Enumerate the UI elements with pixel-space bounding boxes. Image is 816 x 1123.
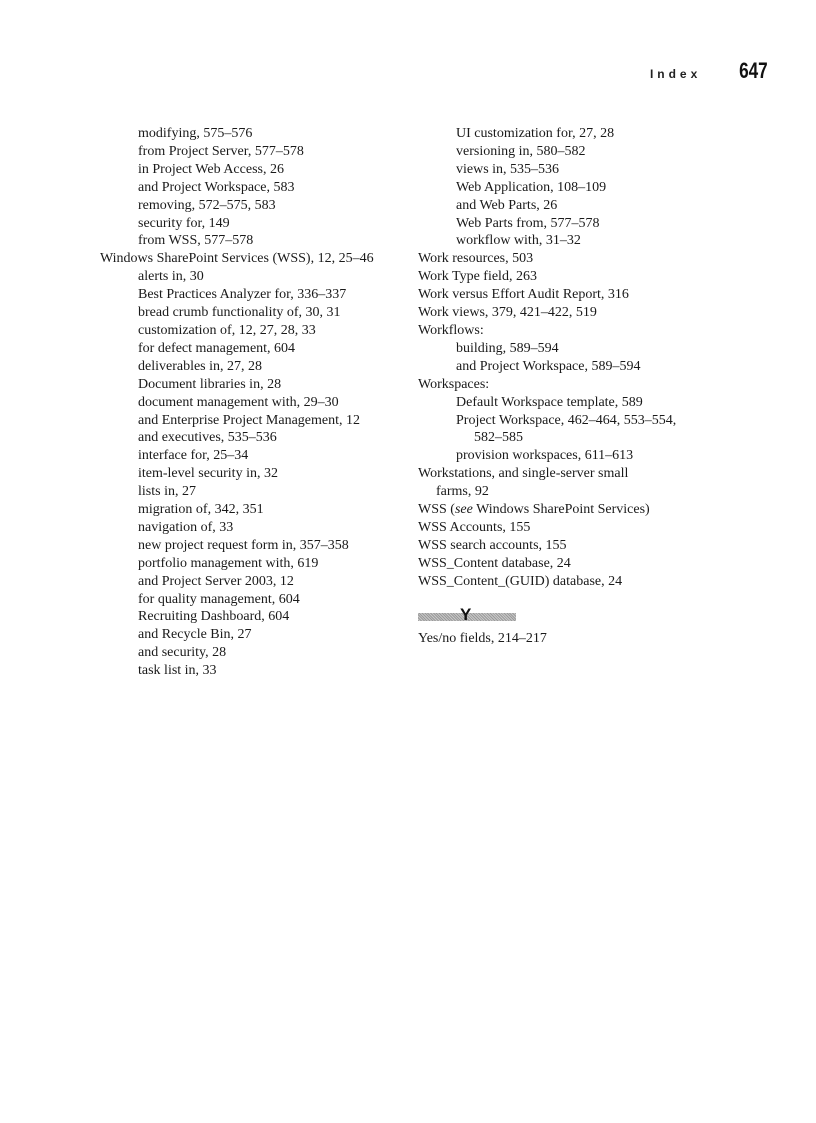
- index-subentry: and executives, 535–536: [138, 430, 277, 446]
- index-entry: Work views, 379, 421–422, 519: [418, 305, 597, 321]
- index-entries-w: [418, 125, 718, 591]
- index-entry: Workflows:: [418, 322, 484, 338]
- index-subentry: deliverables in, 27, 28: [138, 358, 263, 374]
- page-number: 647: [739, 58, 768, 83]
- letter-heading-y: [418, 604, 516, 626]
- index-subentry: Default Workspace template, 589: [456, 394, 643, 410]
- index-entry: WSS search accounts, 155: [418, 537, 567, 553]
- index-entry: Workspaces:: [418, 376, 490, 392]
- index-subentry: Recruiting Dashboard, 604: [138, 609, 290, 625]
- index-entry: Yes/no fields, 214–217: [418, 630, 547, 646]
- index-subentry: navigation of, 33: [138, 519, 234, 535]
- index-subentry: views in, 535–536: [456, 161, 560, 177]
- index-subentry: alerts in, 30: [138, 269, 204, 285]
- index-subentry: workflow with, 31–32: [456, 233, 581, 249]
- index-column-left: [100, 125, 410, 680]
- index-subentry: bread crumb functionality of, 30, 31: [138, 305, 341, 321]
- index-subentry: from Project Server, 577–578: [138, 143, 304, 159]
- index-subentry: UI customization for, 27, 28: [456, 126, 615, 141]
- index-subentry: security for, 149: [138, 215, 230, 231]
- index-subentry: and Project Workspace, 583: [138, 179, 295, 195]
- index-subentry: and Project Server 2003, 12: [138, 573, 294, 589]
- index-subentry: Document libraries in, 28: [138, 376, 282, 392]
- index-subentry: building, 589–594: [456, 340, 559, 356]
- index-subentry: Web Application, 108–109: [456, 179, 607, 195]
- index-subentry: and security, 28: [138, 645, 227, 661]
- index-subentry: and Project Workspace, 589–594: [456, 358, 641, 374]
- index-subentry: document management with, 29–30: [138, 394, 339, 410]
- index-subentry: portfolio management with, 619: [138, 555, 319, 571]
- index-subentry: modifying, 575–576: [138, 126, 253, 141]
- index-subentry: Best Practices Analyzer for, 336–337: [138, 287, 347, 303]
- index-entry: Workstations, and single-server small: [418, 466, 629, 482]
- index-subentry: item-level security in, 32: [138, 466, 278, 482]
- index-subentry: and Recycle Bin, 27: [138, 627, 252, 643]
- index-entry: WSS Accounts, 155: [418, 519, 531, 535]
- index-subentry: and Enterprise Project Management, 12: [138, 412, 360, 428]
- index-subentry: Web Parts from, 577–578: [456, 215, 600, 231]
- index-subentry: Project Workspace, 462–464, 553–554,: [456, 412, 677, 428]
- index-entry: Work versus Effort Audit Report, 316: [418, 287, 629, 303]
- index-subentry: 582–585: [474, 430, 523, 446]
- index-entry: WSS (see Windows SharePoint Services): [418, 502, 650, 518]
- index-entry: WSS_Content_(GUID) database, 24: [418, 573, 623, 589]
- index-subentry: for quality management, 604: [138, 591, 300, 607]
- index-subentry: and Web Parts, 26: [456, 197, 558, 213]
- index-subentry: provision workspaces, 611–613: [456, 448, 634, 464]
- index-subentry: for defect management, 604: [138, 340, 296, 356]
- index-subentry: versioning in, 580–582: [456, 143, 586, 159]
- index-entry: WSS_Content database, 24: [418, 555, 571, 571]
- index-subentry: interface for, 25–34: [138, 448, 249, 464]
- index-subentry: lists in, 27: [138, 484, 196, 500]
- index-entry: Work Type field, 263: [418, 269, 537, 285]
- running-head: [650, 58, 768, 84]
- index-subentry: task list in, 33: [138, 663, 217, 679]
- index-entry: Windows SharePoint Services (WSS), 12, 25–46: [100, 251, 374, 267]
- index-subentry: removing, 572–575, 583: [138, 197, 276, 213]
- index-subentry: customization of, 12, 27, 28, 33: [138, 322, 316, 338]
- index-entries-y: [418, 630, 718, 648]
- index-subentry: migration of, 342, 351: [138, 502, 264, 518]
- running-head-title: Index: [649, 67, 702, 81]
- letter-heading-label: Y: [460, 604, 472, 624]
- index-column-right: [418, 125, 718, 647]
- see-reference: see: [454, 502, 473, 518]
- index-entry: Work resources, 503: [418, 251, 534, 267]
- index-subentry: farms, 92: [436, 484, 489, 500]
- index-subentry: new project request form in, 357–358: [138, 537, 349, 553]
- index-subentry: in Project Web Access, 26: [138, 161, 284, 177]
- index-subentry: from WSS, 577–578: [138, 233, 254, 249]
